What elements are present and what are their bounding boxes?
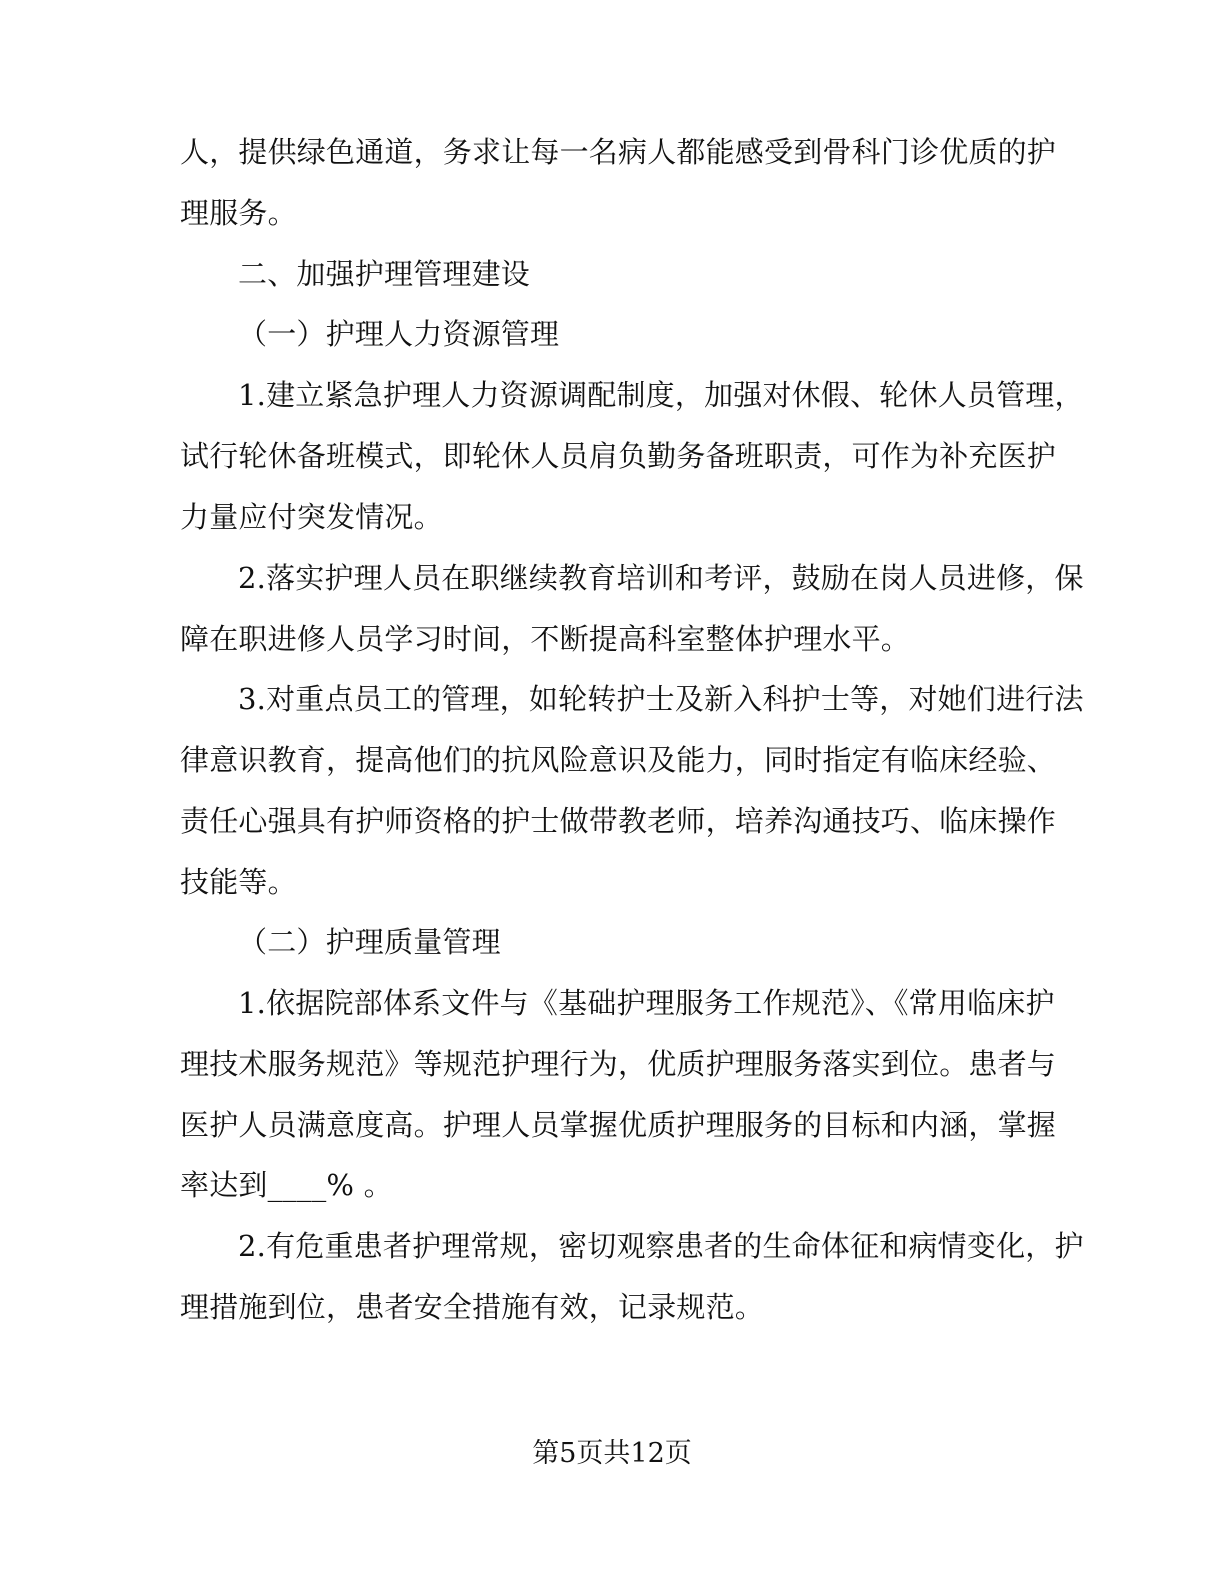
paragraph-line: 理技术服务规范》等规范护理行为，优质护理服务落实到位。患者与 bbox=[180, 1047, 1057, 1081]
paragraph-line: 1.依据院部体系文件与《基础护理服务工作规范》、《常用临床护 bbox=[238, 986, 1055, 1020]
paragraph-line: 试行轮休备班模式，即轮休人员肩负勤务备班职责，可作为补充医护 bbox=[180, 439, 1057, 473]
paragraph-line: 医护人员满意度高。护理人员掌握优质护理服务的目标和内涵，掌握 bbox=[180, 1108, 1057, 1142]
paragraph-line: 2.落实护理人员在职继续教育培训和考评，鼓励在岗人员进修，保 bbox=[238, 561, 1084, 595]
paragraph-line: 技能等。 bbox=[180, 865, 297, 899]
paragraph-line: 责任心强具有护师资格的护士做带教老师，培养沟通技巧、临床操作 bbox=[180, 804, 1057, 838]
paragraph-line: 律意识教育，提高他们的抗风险意识及能力，同时指定有临床经验、 bbox=[180, 743, 1057, 777]
section-heading: 二、加强护理管理建设 bbox=[238, 257, 531, 291]
subsection-heading: （一）护理人力资源管理 bbox=[238, 317, 560, 351]
paragraph-line: 理措施到位，患者安全措施有效，记录规范。 bbox=[180, 1290, 765, 1324]
paragraph-line: 障在职进修人员学习时间，不断提高科室整体护理水平。 bbox=[180, 622, 911, 656]
paragraph-line: 率达到____% 。 bbox=[180, 1168, 393, 1202]
page-number-footer: 第5页共12页 bbox=[532, 1438, 692, 1469]
subsection-heading: （二）护理质量管理 bbox=[238, 925, 501, 959]
paragraph-line: 2.有危重患者护理常规，密切观察患者的生命体征和病情变化，护 bbox=[238, 1229, 1084, 1263]
body-line: 理服务。 bbox=[180, 196, 297, 230]
body-line-continuation: 人，提供绿色通道，务求让每一名病人都能感受到骨科门诊优质的护 bbox=[180, 135, 1057, 169]
paragraph-line: 力量应付突发情况。 bbox=[180, 500, 443, 534]
paragraph-line: 3.对重点员工的管理，如轮转护士及新入科护士等，对她们进行法 bbox=[238, 682, 1084, 716]
paragraph-line: 1.建立紧急护理人力资源调配制度，加强对休假、轮休人员管理， bbox=[238, 378, 1084, 412]
